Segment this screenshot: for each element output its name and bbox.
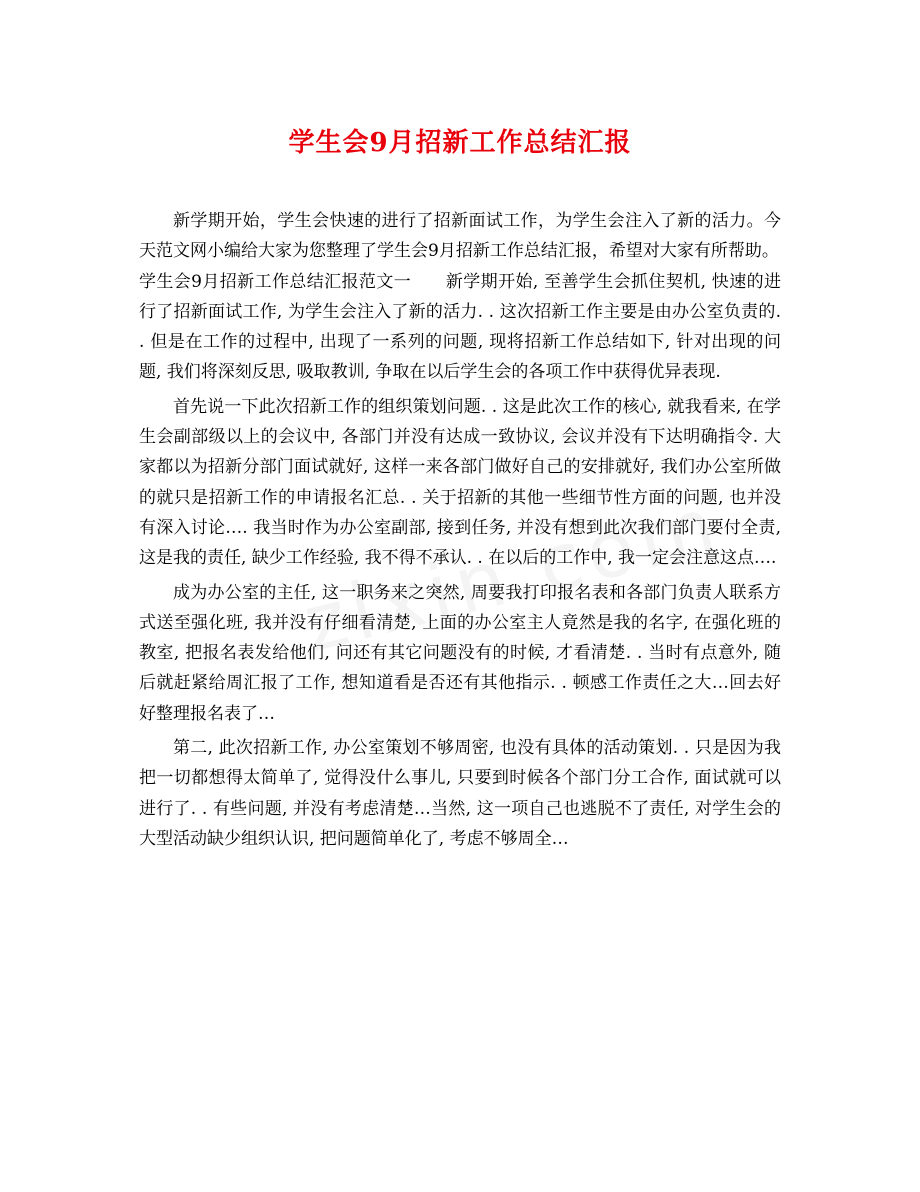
intro-paragraph: 新学期开始，学生会快速的进行了招新面试工作，为学生会注入了新的活力。今天范文网小编给大家为您整理了学生会9月招新工作总结汇报，希望对大家有所帮助。 — [139, 211, 781, 262]
body-paragraph-3: 成为办公室的主任, 这一职务来之突然, 周要我打印报名表和各部门负责人联系方式送至强化班, 我并没有仔细看清楚, 上面的办公室主人竟然是我的名字, 在强化班的教室, 把报名表发给他们, 问还有其它问题没有的时候, 才看清楚. . 当时有点意外, 随后就赶紧给周汇报了工作, 想知道看是否还有其他指示. . 顿感工作责任之大…回去好好整理报名表了… — [139, 582, 781, 724]
document-title: 学生会9月招新工作总结汇报 — [288, 128, 632, 158]
body-paragraph-1: 学生会9月招新工作总结汇报范文一 新学期开始, 至善学生会抓住契机, 快速的进行了招新面试工作, 为学生会注入了新的活力. . 这次招新工作主要是由办公室负责的. . 但是在工作的过程中, 出现了一系列的问题, 现将招新工作总结如下, 针对出现的问题, 我们将深刻反思, 吸取教训, 争取在以后学生会的各项工作中获得优异表现. — [139, 271, 781, 383]
document-body — [139, 206, 781, 854]
body-paragraph-2: 首先说一下此次招新工作的组织策划问题. . 这是此次工作的核心, 就我看来, 在学生会副部级以上的会议中, 各部门并没有达成一致协议, 会议并没有下达明确指令. 大家都以为招新分部门面试就好, 这样一来各部门做好自己的安排就好, 我们办公室所做的就只是招新工作的申请报名汇总. . 关于招新的其他一些细节性方面的问题, 也并没有深入讨论…. 我当时作为办公室副部, 接到任务, 并没有想到此次我们部门要付全责, 这是我的责任, 缺少工作经验, 我不得不承认. . 在以后的工作中, 我一定会注意这点…. — [139, 396, 781, 569]
body-paragraph-4: 第二, 此次招新工作, 办公室策划不够周密, 也没有具体的活动策划. . 只是因为我把一切都想得太简单了, 觉得没什么事儿, 只要到时候各个部门分工合作, 面试就可以进行了. . 有些问题, 并没有考虑清楚…当然, 这一项自己也逃脱不了责任, 对学生会的大型活动缺少组织认识, 把问题简单化了, 考虑不够周全… — [139, 738, 781, 849]
